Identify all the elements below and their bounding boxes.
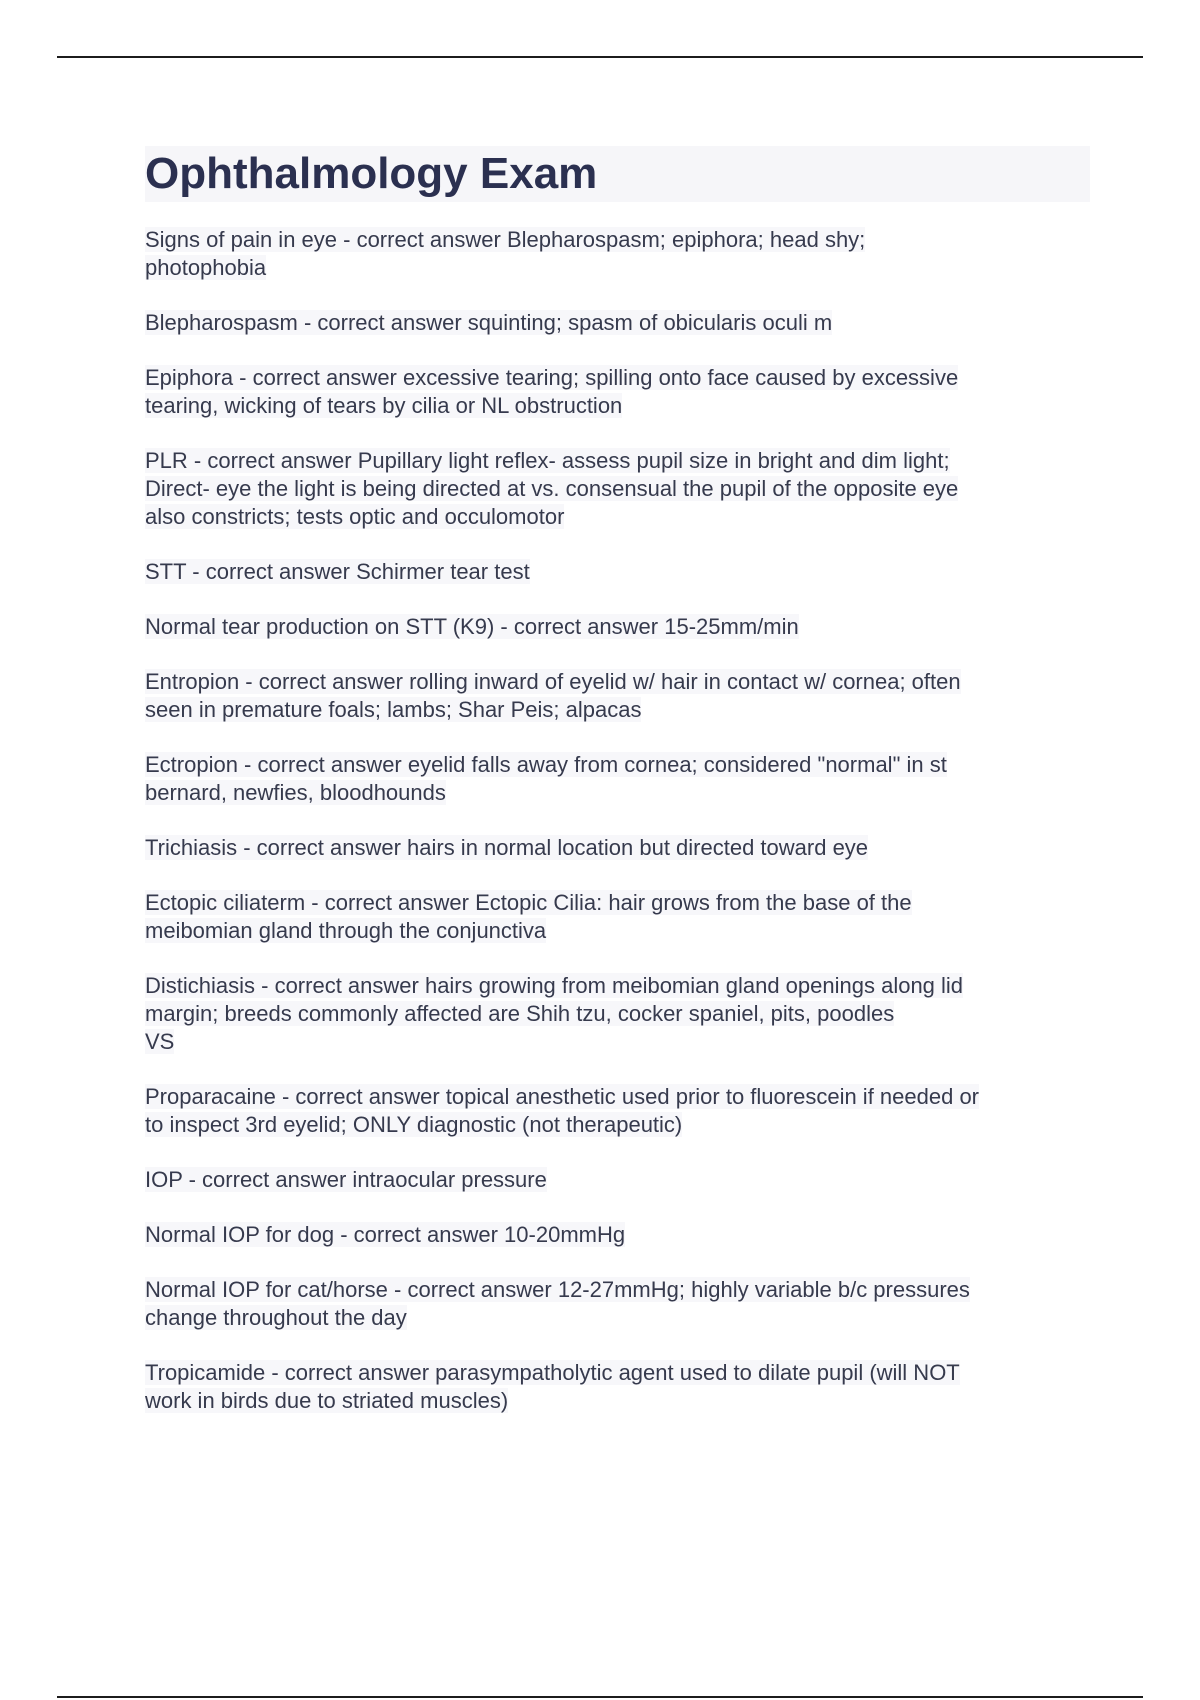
qa-text: Distichiasis - correct answer hairs growing from meibomian gland openings along lid margin; breeds commonly affected are Shih tzu, cocker spaniel, pits, poodles VS [145,973,964,1054]
title-bar [145,146,1090,202]
qa-item [145,668,1090,724]
qa-list [145,226,1090,1415]
qa-text: PLR - correct answer Pupillary light reflex- assess pupil size in bright and dim light; Direct- eye the light is being directed at vs. consensual the pupil of the opposite eye also constricts; tests optic and occulomotor [145,448,959,529]
qa-item [145,1276,1090,1332]
qa-text: STT - correct answer Schirmer tear test [145,559,530,584]
qa-item [145,364,1090,420]
qa-item [145,447,1090,531]
qa-item [145,972,1090,1056]
qa-item [145,834,1090,862]
qa-item [145,309,1090,337]
qa-text: IOP - correct answer intraocular pressure [145,1167,547,1192]
page-title: Ophthalmology Exam [145,149,598,198]
document-body [145,146,1090,1442]
qa-item [145,1166,1090,1194]
qa-text: Signs of pain in eye - correct answer Blepharospasm; epiphora; head shy; photophobia [145,227,866,280]
qa-item [145,613,1090,641]
qa-text: Epiphora - correct answer excessive tearing; spilling onto face caused by excessive tearing, wicking of tears by cilia or NL obstruction [145,365,959,418]
qa-text: Ectropion - correct answer eyelid falls away from cornea; considered "normal" in st bernard, newfies, bloodhounds [145,752,947,805]
qa-item [145,558,1090,586]
qa-item [145,889,1090,945]
qa-text: Tropicamide - correct answer parasympatholytic agent used to dilate pupil (will NOT work in birds due to striated muscles) [145,1360,960,1413]
qa-item [145,751,1090,807]
qa-text: Normal IOP for dog - correct answer 10-20mmHg [145,1222,626,1247]
qa-item [145,226,1090,282]
qa-item [145,1221,1090,1249]
bottom-divider [57,1696,1143,1698]
qa-text: Ectopic ciliaterm - correct answer Ectopic Cilia: hair grows from the base of the meibomian gland through the conjunctiva [145,890,912,943]
qa-item [145,1083,1090,1139]
qa-text: Trichiasis - correct answer hairs in normal location but directed toward eye [145,835,869,860]
qa-text: Normal IOP for cat/horse - correct answer 12-27mmHg; highly variable b/c pressures change throughout the day [145,1277,970,1330]
qa-text: Normal tear production on STT (K9) - correct answer 15-25mm/min [145,614,799,639]
top-divider [57,56,1143,58]
qa-text: Blepharospasm - correct answer squinting; spasm of obicularis oculi m [145,310,833,335]
qa-text: Proparacaine - correct answer topical anesthetic used prior to fluorescein if needed or to inspect 3rd eyelid; ONLY diagnostic (not therapeutic) [145,1084,980,1137]
qa-item [145,1359,1090,1415]
qa-text: Entropion - correct answer rolling inward of eyelid w/ hair in contact w/ cornea; often seen in premature foals; lambs; Shar Peis; alpacas [145,669,961,722]
